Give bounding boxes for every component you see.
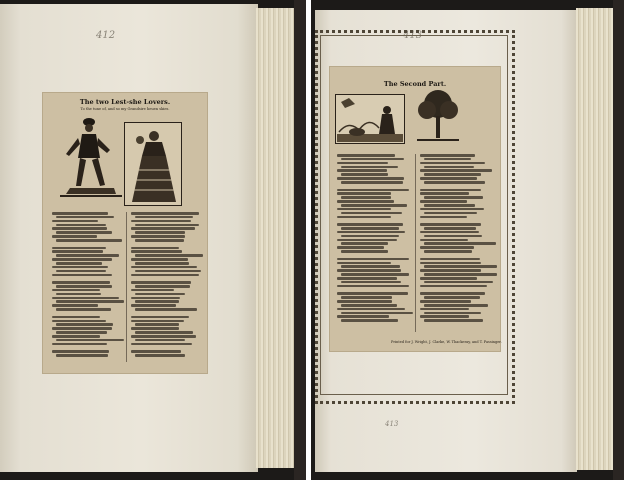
verse-line bbox=[337, 308, 405, 311]
verse-line bbox=[56, 239, 122, 242]
verse-line bbox=[420, 277, 477, 280]
verse-line bbox=[52, 335, 100, 338]
lady-figure-woodcut bbox=[124, 122, 182, 206]
verse-line bbox=[420, 189, 481, 192]
verse-line bbox=[131, 335, 196, 338]
verse-line bbox=[56, 331, 106, 334]
verse-line bbox=[341, 281, 401, 284]
verse-line bbox=[424, 212, 476, 215]
verse-line bbox=[56, 354, 108, 357]
verse-line bbox=[420, 154, 475, 157]
verse-line bbox=[420, 246, 474, 249]
verse-line bbox=[131, 247, 179, 250]
right-book-cover bbox=[613, 0, 624, 480]
verse-line bbox=[135, 262, 189, 265]
verse-line bbox=[56, 323, 113, 326]
verse-line bbox=[337, 323, 411, 326]
verse-line bbox=[420, 177, 477, 180]
verse-line bbox=[56, 254, 119, 257]
verse-line bbox=[52, 343, 107, 346]
right-ballad-title: The Second Part. bbox=[383, 80, 447, 88]
verse-line bbox=[341, 227, 399, 230]
verse-line bbox=[424, 196, 483, 199]
verse-line bbox=[52, 277, 122, 280]
left-book-view bbox=[0, 0, 306, 480]
verse-line bbox=[420, 258, 480, 261]
verse-line bbox=[341, 212, 401, 215]
verse-line bbox=[420, 223, 481, 226]
verse-line bbox=[135, 270, 201, 273]
verse-line bbox=[56, 339, 124, 342]
verse-line bbox=[341, 304, 397, 307]
verse-line bbox=[135, 254, 203, 257]
verse-line bbox=[420, 308, 469, 311]
verse-line bbox=[337, 277, 397, 280]
verse-line bbox=[337, 231, 405, 234]
verse-line bbox=[341, 181, 402, 184]
verse-line bbox=[135, 331, 192, 334]
verse-line bbox=[424, 265, 496, 268]
left-folio-number: 412 bbox=[96, 30, 116, 41]
verse-line bbox=[135, 239, 184, 242]
verse-line bbox=[341, 319, 397, 322]
verse-line bbox=[341, 196, 391, 199]
left-verse-column-1 bbox=[52, 212, 122, 357]
left-ballad-title: The two Lest-she Lovers. bbox=[79, 98, 171, 106]
verse-line bbox=[131, 258, 188, 261]
right-column-rule bbox=[415, 154, 416, 332]
verse-line bbox=[131, 274, 199, 277]
verse-line bbox=[420, 239, 468, 242]
verse-line bbox=[56, 224, 106, 227]
verse-line bbox=[52, 243, 122, 246]
left-verse-column-2 bbox=[131, 212, 201, 357]
right-verse-column-1 bbox=[337, 154, 411, 326]
verse-line bbox=[424, 312, 480, 315]
verse-line bbox=[56, 293, 101, 296]
verse-line bbox=[131, 343, 192, 346]
verse-line bbox=[131, 277, 201, 280]
verse-line bbox=[424, 250, 471, 253]
verse-line bbox=[420, 162, 485, 165]
verse-line bbox=[135, 285, 190, 288]
shepherd-scene-woodcut bbox=[335, 94, 405, 144]
verse-line bbox=[52, 320, 106, 323]
verse-line bbox=[131, 227, 195, 230]
verse-line bbox=[135, 339, 185, 342]
right-broadside-sheet bbox=[329, 66, 501, 352]
right-verse-column-2 bbox=[420, 154, 494, 326]
verse-line bbox=[420, 192, 469, 195]
verse-line bbox=[131, 281, 191, 284]
verse-line bbox=[341, 166, 398, 169]
verse-line bbox=[131, 316, 189, 319]
verse-line bbox=[337, 177, 404, 180]
verse-line bbox=[131, 350, 181, 353]
verse-line bbox=[131, 250, 182, 253]
verse-line bbox=[337, 192, 391, 195]
verse-line bbox=[420, 200, 467, 203]
verse-line bbox=[337, 154, 395, 157]
verse-line bbox=[341, 312, 413, 315]
verse-line bbox=[337, 200, 394, 203]
verse-line bbox=[52, 250, 103, 253]
verse-line bbox=[135, 224, 199, 227]
verse-line bbox=[56, 216, 114, 219]
verse-line bbox=[56, 308, 111, 311]
verse-line bbox=[341, 265, 400, 268]
verse-line bbox=[420, 169, 492, 172]
right-book-view bbox=[311, 0, 624, 480]
man-figure-woodcut bbox=[56, 114, 126, 206]
verse-line bbox=[337, 169, 387, 172]
verse-line bbox=[52, 227, 107, 230]
verse-line bbox=[52, 316, 100, 319]
verse-line bbox=[420, 254, 494, 257]
verse-line bbox=[52, 247, 106, 250]
right-printer-imprint: Printed for J. Wright, J. Clarke, W. Thackeray, and T. Passinger. bbox=[391, 340, 502, 344]
verse-line bbox=[420, 285, 487, 288]
verse-line bbox=[420, 289, 494, 292]
right-bottom-mark: 413 bbox=[385, 420, 399, 428]
verse-line bbox=[56, 300, 124, 303]
verse-line bbox=[337, 300, 392, 303]
verse-line bbox=[420, 219, 494, 222]
verse-line bbox=[135, 231, 185, 234]
verse-line bbox=[131, 289, 174, 292]
verse-line bbox=[337, 258, 409, 261]
verse-line bbox=[424, 158, 470, 161]
verse-line bbox=[52, 235, 97, 238]
verse-line bbox=[337, 208, 391, 211]
verse-line bbox=[420, 323, 494, 326]
verse-line bbox=[337, 223, 403, 226]
verse-line bbox=[131, 347, 201, 350]
verse-line bbox=[131, 266, 197, 269]
right-page-edges bbox=[576, 8, 616, 470]
verse-line bbox=[337, 254, 411, 257]
tree-woodcut bbox=[411, 88, 465, 146]
verse-line bbox=[424, 296, 479, 299]
verse-line bbox=[56, 285, 112, 288]
verse-line bbox=[341, 273, 409, 276]
verse-line bbox=[337, 269, 401, 272]
verse-line bbox=[424, 319, 483, 322]
verse-line bbox=[52, 274, 112, 277]
right-folio-number: 413 bbox=[403, 30, 423, 41]
left-ballad-subtitle: To the tune of, and so my Grandsire heuen skies. bbox=[80, 107, 170, 111]
verse-line bbox=[52, 289, 100, 292]
verse-line bbox=[337, 285, 409, 288]
verse-line bbox=[341, 158, 403, 161]
verse-line bbox=[337, 189, 409, 192]
verse-line bbox=[131, 220, 191, 223]
verse-line bbox=[420, 208, 484, 211]
verse-line bbox=[135, 300, 179, 303]
verse-line bbox=[337, 219, 411, 222]
verse-line bbox=[131, 297, 180, 300]
verse-line bbox=[424, 242, 495, 245]
verse-line bbox=[52, 347, 122, 350]
verse-line bbox=[424, 227, 476, 230]
verse-line bbox=[424, 173, 481, 176]
verse-line bbox=[56, 262, 101, 265]
verse-line bbox=[337, 162, 388, 165]
verse-line bbox=[52, 281, 110, 284]
verse-line bbox=[420, 315, 469, 318]
verse-line bbox=[135, 308, 197, 311]
verse-line bbox=[420, 269, 481, 272]
verse-line bbox=[424, 273, 496, 276]
verse-line bbox=[424, 166, 473, 169]
left-broadside-sheet bbox=[42, 92, 208, 374]
verse-line bbox=[131, 312, 201, 315]
verse-line bbox=[131, 327, 179, 330]
verse-line bbox=[337, 239, 397, 242]
verse-line bbox=[337, 216, 391, 219]
verse-line bbox=[131, 235, 185, 238]
verse-line bbox=[420, 231, 479, 234]
verse-line bbox=[337, 289, 411, 292]
verse-line bbox=[131, 243, 201, 246]
verse-line bbox=[131, 320, 184, 323]
verse-line bbox=[341, 250, 388, 253]
verse-line bbox=[52, 350, 109, 353]
verse-line bbox=[420, 216, 467, 219]
verse-line bbox=[420, 262, 481, 265]
verse-line bbox=[424, 181, 484, 184]
verse-line bbox=[424, 304, 488, 307]
verse-line bbox=[52, 266, 108, 269]
verse-line bbox=[131, 212, 199, 215]
verse-line bbox=[337, 292, 408, 295]
verse-line bbox=[341, 173, 388, 176]
verse-line bbox=[135, 293, 184, 296]
verse-line bbox=[337, 315, 389, 318]
verse-line bbox=[341, 242, 388, 245]
verse-line bbox=[341, 296, 391, 299]
verse-line bbox=[341, 204, 406, 207]
verse-line bbox=[52, 312, 122, 315]
verse-line bbox=[337, 246, 384, 249]
left-column-rule bbox=[126, 212, 127, 362]
left-page-edges bbox=[256, 8, 296, 468]
left-book-cover bbox=[294, 0, 306, 480]
verse-line bbox=[52, 297, 119, 300]
verse-line bbox=[52, 212, 108, 215]
verse-line bbox=[135, 354, 185, 357]
verse-line bbox=[424, 281, 492, 284]
verse-line bbox=[131, 304, 176, 307]
verse-line bbox=[424, 204, 474, 207]
verse-line bbox=[337, 185, 411, 188]
verse-line bbox=[56, 231, 112, 234]
verse-line bbox=[52, 304, 98, 307]
verse-line bbox=[52, 327, 112, 330]
verse-line bbox=[52, 220, 98, 223]
verse-line bbox=[135, 323, 179, 326]
verse-line bbox=[341, 235, 398, 238]
verse-line bbox=[337, 262, 391, 265]
verse-line bbox=[420, 185, 494, 188]
verse-line bbox=[420, 300, 471, 303]
verse-line bbox=[56, 270, 105, 273]
verse-line bbox=[424, 235, 482, 238]
verse-line bbox=[52, 258, 112, 261]
verse-line bbox=[420, 292, 485, 295]
verse-line bbox=[135, 216, 193, 219]
